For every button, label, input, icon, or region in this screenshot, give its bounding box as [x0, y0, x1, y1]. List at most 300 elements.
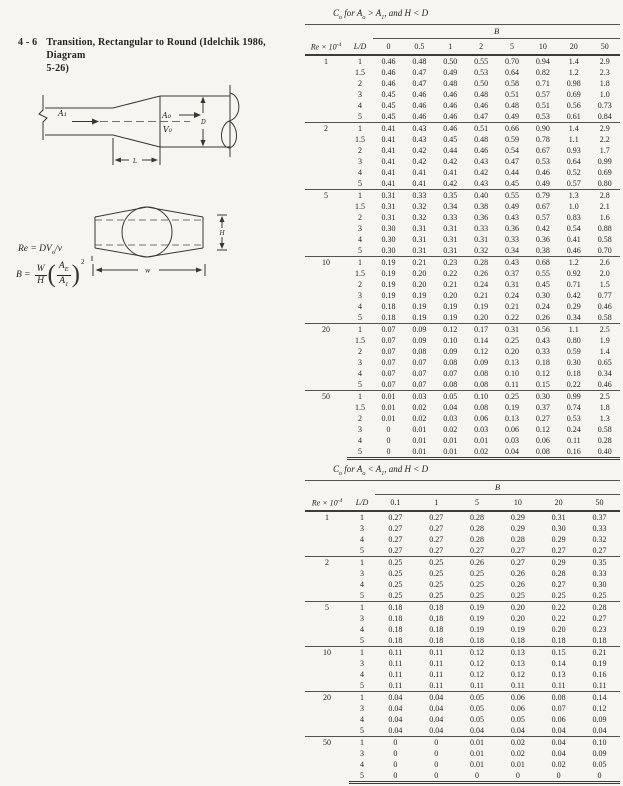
data-cell: 0.48 [412, 56, 427, 66]
data-cell: 0.58 [505, 78, 519, 88]
ld-value-cell: 1.5 [355, 268, 365, 278]
ld-value-cell: 4 [358, 301, 362, 311]
data-cell: 0.27 [497, 556, 538, 568]
data-cell: 0.05 [592, 759, 607, 769]
data-cell: 0.01 [412, 435, 427, 445]
data-cell: 0.21 [404, 256, 435, 268]
data-cell: 0.66 [497, 122, 528, 134]
data-cell: 0.07 [373, 323, 404, 335]
data-cell: 0.42 [412, 145, 427, 155]
exponent: 2 [80, 258, 85, 266]
data-cell: 0.19 [412, 301, 427, 311]
data-cell: 0.98 [566, 78, 581, 88]
data-cell: 0.01 [470, 748, 485, 758]
data-cell: 0.07 [381, 346, 396, 356]
data-cell: 0.45 [535, 279, 550, 289]
data-cell: 0.37 [505, 268, 519, 278]
data-cell: 0.78 [535, 134, 550, 144]
data-cell: 2.1 [599, 201, 610, 211]
diameter-d-label: D [201, 119, 206, 126]
data-cell: 0.04 [388, 703, 403, 713]
data-cell: 0.10 [579, 736, 620, 748]
data-cell: 0.04 [375, 691, 416, 703]
data-cell: 0.11 [429, 658, 444, 668]
ld-value-cell: 4 [358, 234, 362, 244]
b-column-header: 10 [497, 494, 538, 511]
data-cell: 0.09 [592, 714, 607, 724]
data-cell: 0.37 [592, 512, 607, 522]
ld-value-cell: 3 [360, 658, 365, 668]
data-cell: 0.31 [373, 189, 404, 201]
data-cell: 0.25 [497, 390, 528, 402]
data-cell: 0.32 [474, 245, 489, 255]
data-cell: 1.1 [558, 323, 589, 335]
data-cell: 0.14 [474, 335, 489, 345]
table-row [305, 368, 620, 379]
ld-value-cell: 1 [349, 556, 375, 568]
re-value-cell: 20 [305, 323, 347, 390]
data-cell: 0.22 [551, 613, 566, 623]
data-cell: 0.19 [381, 290, 396, 300]
ld-value-cell: 1.5 [355, 335, 365, 345]
table-row [305, 178, 620, 190]
data-cell: 0.18 [535, 357, 550, 367]
data-cell: 0.29 [538, 556, 579, 568]
data-cell: 0.56 [527, 323, 558, 335]
data-cell: 0.04 [388, 725, 403, 735]
b-column-header: 5 [497, 38, 528, 55]
data-cell: 0.26 [510, 579, 525, 589]
ld-value-cell: 5 [360, 725, 365, 735]
data-cell: 0 [579, 770, 620, 783]
table-row [305, 335, 620, 346]
table-row [305, 201, 620, 212]
data-cell: 2.9 [589, 122, 620, 134]
table-row [305, 568, 620, 579]
data-cell: 0.26 [457, 556, 498, 568]
data-cell: 0.37 [535, 402, 550, 412]
table-row [305, 435, 620, 446]
height-h-label: H [219, 230, 225, 237]
data-cell: 0.25 [388, 590, 403, 600]
ld-value-cell: 5 [360, 545, 365, 555]
b-column-header: 10 [527, 38, 558, 55]
data-cell: 0.46 [412, 89, 427, 99]
ld-value-cell: 4 [360, 669, 365, 679]
data-cell: 0.30 [592, 579, 607, 589]
data-cell: 0.70 [505, 56, 519, 66]
data-cell: 0.02 [412, 413, 427, 423]
table-row [305, 145, 620, 156]
data-cell: 0.41 [412, 167, 427, 177]
ld-value-cell: 1.5 [355, 67, 365, 77]
data-cell: 1.0 [599, 89, 610, 99]
data-cell: 0.22 [538, 601, 579, 613]
table-row [305, 212, 620, 223]
ld-value-cell: 5 [358, 178, 362, 188]
data-cell: 0.46 [597, 379, 612, 389]
width-w-label: w [145, 267, 151, 275]
data-cell: 0.41 [381, 145, 396, 155]
data-cell: 0.12 [535, 368, 550, 378]
data-cell: 0.03 [505, 435, 519, 445]
table-row [305, 323, 620, 335]
data-cell: 0.19 [373, 256, 404, 268]
data-cell: 0.53 [535, 156, 550, 166]
data-cell: 0 [416, 770, 457, 783]
ld-value-cell: 4 [358, 435, 362, 445]
data-cell: 0.20 [412, 279, 427, 289]
data-cell: 0.46 [474, 145, 489, 155]
data-cell: 0.57 [535, 89, 550, 99]
data-cell: 0.68 [527, 256, 558, 268]
table-row [305, 590, 620, 602]
data-cell: 0.41 [566, 234, 581, 244]
table-row [305, 736, 620, 748]
data-cell: 0.01 [443, 435, 458, 445]
data-cell: 0.20 [474, 312, 489, 322]
data-cell: 0.07 [443, 368, 458, 378]
data-cell: 0.06 [510, 703, 525, 713]
data-cell: 0.17 [466, 323, 497, 335]
table-row [305, 256, 620, 268]
table-row [305, 279, 620, 290]
data-cell: 0.28 [579, 601, 620, 613]
ld-value-cell: 2 [358, 78, 362, 88]
data-cell: 0.28 [470, 534, 485, 544]
data-cell: 0.07 [381, 357, 396, 367]
table-row [305, 601, 620, 613]
data-cell: 0.13 [551, 669, 566, 679]
data-cell: 0.18 [388, 624, 403, 634]
data-cell: 0.28 [551, 568, 566, 578]
data-cell: 0.12 [435, 323, 466, 335]
data-cell: 0.07 [381, 368, 396, 378]
data-cell: 1.1 [568, 134, 579, 144]
re-value-cell: 1 [324, 56, 328, 66]
data-cell: 0.10 [443, 335, 458, 345]
data-cell: 0.01 [381, 413, 396, 423]
data-cell: 2.2 [599, 134, 610, 144]
ld-value-cell: 2 [358, 279, 362, 289]
data-cell: 0.29 [551, 534, 566, 544]
data-cell: 0.30 [566, 357, 581, 367]
data-cell: 0.44 [505, 167, 519, 177]
data-cell: 0.01 [435, 446, 466, 459]
data-cell: 0.08 [527, 446, 558, 459]
table-row [305, 346, 620, 357]
data-cell: 0.99 [558, 390, 589, 402]
data-cell: 0.55 [535, 268, 550, 278]
data-cell: 0.67 [535, 201, 550, 211]
data-cell: 0.04 [429, 703, 444, 713]
data-cell: 0.11 [388, 680, 403, 690]
data-cell: 0.19 [443, 312, 458, 322]
data-cell: 0.11 [592, 680, 607, 690]
data-cell: 0.26 [474, 268, 489, 278]
data-cell: 0.01 [404, 446, 435, 459]
data-cell: 0.25 [510, 590, 525, 600]
data-cell: 0.43 [535, 335, 550, 345]
data-cell: 0.99 [597, 156, 612, 166]
spacer-cell [305, 481, 375, 495]
data-cell: 1.0 [568, 201, 579, 211]
data-cell: 0 [386, 424, 391, 434]
ld-value-cell: 3 [360, 568, 365, 578]
data-cell: 0.53 [566, 413, 581, 423]
table1-title: $C_o$ for $A_o > A_1$, and H < D [305, 8, 620, 25]
data-cell: 0.33 [443, 212, 458, 222]
data-cell: 0.02 [551, 759, 566, 769]
data-cell: 0.08 [443, 357, 458, 367]
b-column-header: 20 [538, 494, 579, 511]
re-value-cell: 2 [305, 556, 349, 601]
data-cell: 0.38 [535, 245, 550, 255]
data-cell: 0.59 [505, 134, 519, 144]
data-cell: 0.50 [474, 78, 489, 88]
data-cell: 0 [386, 435, 391, 445]
data-cell: 0.69 [597, 167, 612, 177]
data-cell: 0.09 [412, 335, 427, 345]
data-cell: 0.27 [388, 512, 403, 522]
data-cell: 0.27 [470, 545, 485, 555]
data-cell: 1.6 [599, 212, 610, 222]
re-value-cell: 2 [305, 122, 347, 189]
ld-value-cell: 4 [358, 368, 362, 378]
data-cell: 0.45 [443, 134, 458, 144]
flow-arrow-a1 [72, 119, 99, 125]
data-cell: 0.13 [510, 658, 525, 668]
data-cell: 0.51 [535, 100, 550, 110]
data-cell: 0.42 [443, 156, 458, 166]
ld-value-cell: 3 [358, 89, 362, 99]
data-cell: 0.08 [538, 691, 579, 703]
data-cell: 0.90 [527, 122, 558, 134]
data-cell: 0.18 [592, 635, 607, 645]
data-cell: 0.77 [597, 290, 612, 300]
data-cell: 0.57 [535, 212, 550, 222]
data-cell: 0.18 [375, 601, 416, 613]
data-cell: 0.02 [466, 446, 497, 459]
data-cell: 0.31 [551, 512, 566, 522]
data-cell: 0.31 [412, 234, 427, 244]
table-row [305, 703, 620, 714]
data-cell: 0.04 [470, 725, 485, 735]
table-row [305, 290, 620, 301]
data-cell: 0.11 [551, 680, 566, 690]
table2-title: $C_o$ for $A_o < A_1$, and H < D [305, 464, 620, 481]
data-cell: 0.83 [566, 212, 581, 222]
data-cell: 0.20 [412, 268, 427, 278]
data-cell: 0.44 [443, 145, 458, 155]
data-cell: 0.27 [429, 523, 444, 533]
data-cell: 0.73 [597, 100, 612, 110]
data-cell: 0.11 [429, 680, 444, 690]
data-cell: 0.14 [579, 691, 620, 703]
data-cell: 0.29 [566, 301, 581, 311]
ld-value-cell: 5 [358, 312, 362, 322]
data-cell: 0.06 [535, 435, 550, 445]
data-cell: 0.74 [566, 402, 581, 412]
data-cell: 1.2 [558, 256, 589, 268]
data-cell: 0.19 [505, 402, 519, 412]
ld-value-cell: 2 [358, 413, 362, 423]
data-cell: 0.05 [470, 703, 485, 713]
data-cell: 0.18 [429, 635, 444, 645]
section-title [46, 36, 298, 75]
data-cell: 0.01 [510, 759, 525, 769]
data-cell: 0 [393, 759, 398, 769]
re-value-cell: 5 [305, 601, 349, 646]
data-cell: 0.19 [381, 268, 396, 278]
ld-column-header: L/D [349, 494, 375, 511]
data-cell: 0.31 [474, 234, 489, 244]
data-cell: 0.20 [551, 624, 566, 634]
data-cell: 0.31 [443, 223, 458, 233]
b-column-header: 0.5 [404, 38, 435, 55]
data-cell: 0.25 [375, 556, 416, 568]
data-cell: 1.7 [599, 145, 610, 155]
table-row [305, 413, 620, 424]
data-cell: 0.19 [470, 613, 485, 623]
data-cell: 0.06 [497, 691, 538, 703]
table-row [305, 312, 620, 324]
ld-value-cell: 4 [360, 534, 365, 544]
data-cell: 0.33 [592, 568, 607, 578]
b-column-header: 1 [416, 494, 457, 511]
table-row [305, 624, 620, 635]
data-cell: 0.47 [412, 67, 427, 77]
table-row [305, 379, 620, 391]
data-cell: 0.18 [416, 601, 457, 613]
data-cell: 0.27 [510, 545, 525, 555]
data-cell: 0.23 [435, 256, 466, 268]
data-cell: 0.43 [404, 122, 435, 134]
data-cell: 0.54 [505, 145, 519, 155]
data-cell: 0.27 [429, 545, 444, 555]
data-cell: 0.67 [535, 145, 550, 155]
table-row [305, 691, 620, 703]
data-cell: 0.27 [429, 512, 444, 522]
data-cell: 0.19 [412, 290, 427, 300]
data-cell: 0.45 [381, 89, 396, 99]
data-cell: 0.07 [412, 379, 427, 389]
data-cell: 0.31 [381, 212, 396, 222]
data-cell: 0.61 [566, 111, 581, 121]
data-cell: 0.42 [412, 156, 427, 166]
data-cell: 0.47 [505, 156, 519, 166]
table-row [305, 613, 620, 624]
data-cell: 0.21 [443, 279, 458, 289]
section-heading [18, 36, 298, 75]
data-cell: 0.04 [497, 446, 528, 459]
data-cell: 0.20 [510, 613, 525, 623]
ld-value-cell: 3 [358, 424, 362, 434]
table-row [305, 122, 620, 134]
data-cell: 0.23 [592, 624, 607, 634]
data-cell: 0.46 [381, 78, 396, 88]
data-cell: 0.06 [505, 424, 519, 434]
table-row [305, 523, 620, 534]
data-cell: 0 [375, 736, 416, 748]
data-cell: 0.26 [535, 312, 550, 322]
data-cell: 0.53 [474, 67, 489, 77]
data-cell: 0.46 [566, 245, 581, 255]
data-cell: 0.28 [597, 435, 612, 445]
data-cell: 0.33 [535, 346, 550, 356]
data-cell: 0.25 [429, 579, 444, 589]
data-cell: 0.09 [474, 357, 489, 367]
data-cell: 0.11 [388, 658, 403, 668]
data-cell: 0.05 [435, 390, 466, 402]
re-value-cell: 10 [305, 256, 347, 323]
column-header-row [305, 38, 620, 55]
b-group-header: B [375, 481, 620, 495]
data-cell: 0.27 [388, 534, 403, 544]
data-cell: 0.30 [381, 245, 396, 255]
data-cell: 0.36 [505, 223, 519, 233]
data-cell: 0.32 [412, 201, 427, 211]
data-cell: 0.22 [505, 312, 519, 322]
data-cell: 0.42 [535, 223, 550, 233]
data-cell: 0.10 [505, 368, 519, 378]
re-value-cell: 50 [305, 390, 347, 458]
data-cell: 0.82 [535, 67, 550, 77]
data-cell: 2.6 [589, 256, 620, 268]
wh-numerator: W [36, 263, 45, 274]
re-column-header: $Re \times 10^{-4}$ [305, 38, 347, 55]
data-cell: 0.48 [505, 100, 519, 110]
table-row [305, 424, 620, 435]
data-cell: 0.69 [566, 89, 581, 99]
data-cell: 0.30 [551, 523, 566, 533]
data-cell: 0.14 [551, 658, 566, 668]
data-cell: 2.5 [589, 323, 620, 335]
data-cell: 0.19 [592, 658, 607, 668]
data-cell: 0.25 [470, 568, 485, 578]
table-row [305, 167, 620, 178]
ld-value-cell: 3 [358, 357, 362, 367]
wh-fraction [35, 264, 47, 287]
table-coefficients-a0-greater [305, 8, 620, 460]
data-cell: 0.35 [435, 189, 466, 201]
data-cell: 0.49 [443, 67, 458, 77]
data-cell: 0.30 [535, 290, 550, 300]
b-column-header: 50 [589, 38, 620, 55]
data-cell: 0.28 [466, 256, 497, 268]
data-cell: 0 [375, 770, 416, 783]
data-cell: 0.25 [470, 590, 485, 600]
data-cell: 0.40 [589, 446, 620, 459]
data-cell: 1.5 [599, 279, 610, 289]
data-cell: 0.49 [535, 178, 550, 188]
data-cell: 0.27 [388, 545, 403, 555]
ld-value-cell: 4 [360, 624, 365, 634]
data-cell: 0.19 [381, 279, 396, 289]
data-cell: 0.43 [412, 134, 427, 144]
data-cell: 0.20 [497, 601, 538, 613]
table-row [305, 134, 620, 145]
area-a0-label: A₀ [162, 111, 171, 120]
data-cell: 0.07 [551, 703, 566, 713]
data-cell: 0.94 [535, 56, 550, 66]
data-cell: 0.31 [497, 323, 528, 335]
data-cell: 0.46 [381, 67, 396, 77]
data-cell: 0.42 [474, 167, 489, 177]
data-cell: 0.30 [527, 390, 558, 402]
table-row [305, 78, 620, 89]
data-cell: 0.20 [443, 290, 458, 300]
